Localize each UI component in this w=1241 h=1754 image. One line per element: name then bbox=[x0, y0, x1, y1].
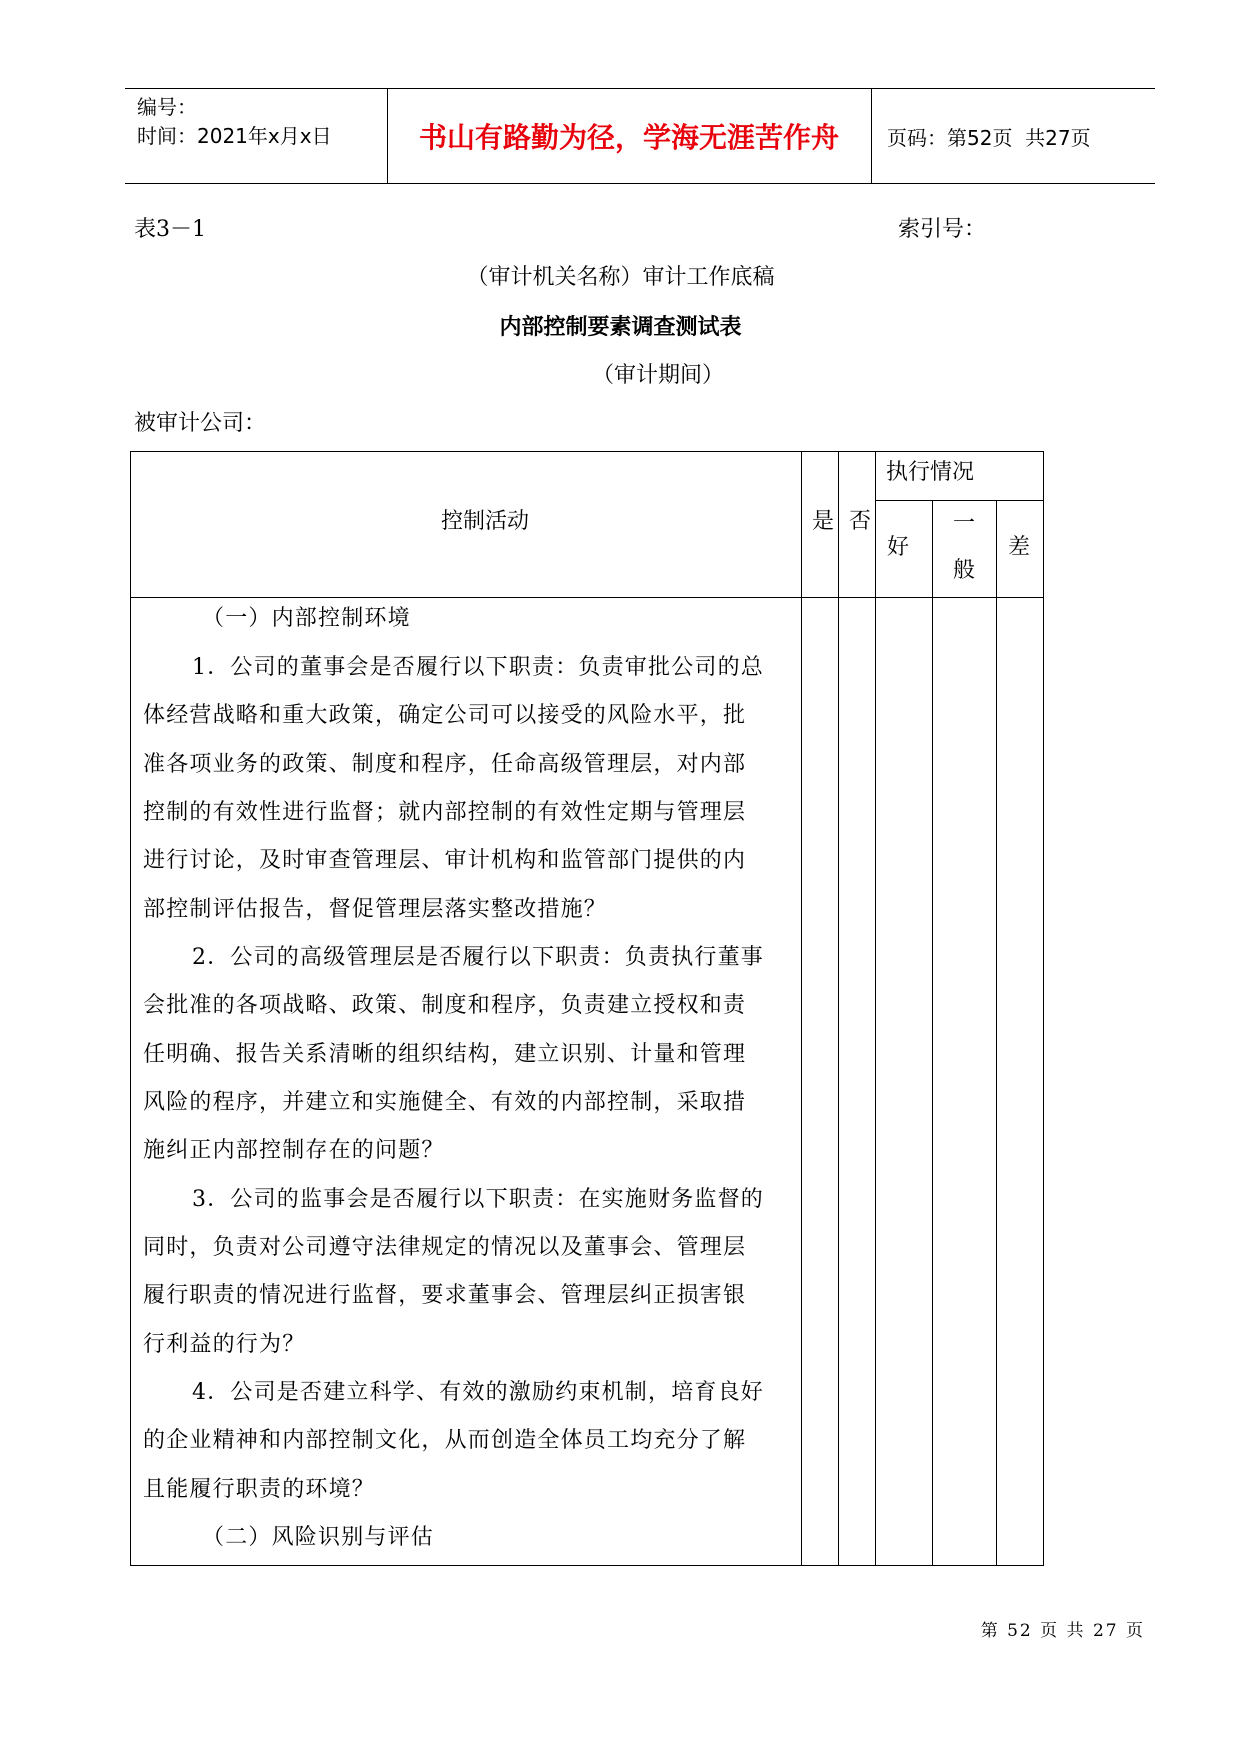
section-heading: （一）内部控制环境 bbox=[202, 606, 411, 631]
table-border-top bbox=[130, 451, 1044, 452]
index-label: 索引号： bbox=[898, 217, 987, 242]
body-line: 1．公司的董事会是否履行以下职责：负责审批公司的总 bbox=[192, 655, 764, 680]
table-border-bottom bbox=[130, 1565, 1044, 1566]
body-line: 履行职责的情况进行监督，要求董事会、管理层纠正损害银 bbox=[143, 1283, 747, 1308]
body-line: 会批准的各项战略、政策、制度和程序，负责建立授权和责 bbox=[143, 993, 747, 1018]
body-line: 行利益的行为？ bbox=[143, 1332, 306, 1357]
header-row-bottom bbox=[130, 597, 1044, 598]
header-normal-1: 一 bbox=[953, 511, 976, 536]
form-title: 内部控制要素调查测试表 bbox=[499, 314, 742, 340]
body-line: 任明确、报告关系清晰的组织结构，建立识别、计量和管理 bbox=[143, 1042, 747, 1067]
header-normal-2: 般 bbox=[953, 558, 976, 583]
body-line: 控制的有效性进行监督；就内部控制的有效性定期与管理层 bbox=[143, 800, 747, 825]
body-line: 施纠正内部控制存在的问题？ bbox=[143, 1138, 445, 1163]
header-divider bbox=[871, 89, 872, 183]
col-divider bbox=[875, 451, 876, 1566]
header-good: 好 bbox=[887, 535, 910, 560]
audit-period: （审计期间） bbox=[592, 363, 725, 388]
section-heading: （二）风险识别与评估 bbox=[202, 1525, 435, 1550]
header-no: 否 bbox=[849, 509, 872, 534]
table-border-right bbox=[1043, 451, 1044, 1566]
body-line: 风险的程序，并建立和实施健全、有效的内部控制，采取措 bbox=[143, 1090, 747, 1115]
table-number: 表3－1 bbox=[134, 217, 206, 242]
body-line: 同时，负责对公司遵守法律规定的情况以及董事会、管理层 bbox=[143, 1235, 747, 1260]
time-label: 时间：2021年x月x日 bbox=[137, 124, 332, 148]
header-poor: 差 bbox=[1008, 535, 1031, 560]
org-title: （审计机关名称）审计工作底稿 bbox=[466, 265, 775, 290]
body-line: 2．公司的高级管理层是否履行以下职责：负责执行董事 bbox=[192, 945, 764, 970]
audited-company-label: 被审计公司： bbox=[134, 411, 267, 436]
page-footer: 第 52 页 共 27 页 bbox=[980, 1621, 1145, 1641]
table-border-left bbox=[130, 451, 131, 1566]
body-line: 进行讨论，及时审查管理层、审计机构和监管部门提供的内 bbox=[143, 848, 747, 873]
page-info bbox=[887, 89, 1091, 183]
col-divider bbox=[801, 451, 802, 1566]
body-line: 3．公司的监事会是否履行以下职责：在实施财务监督的 bbox=[192, 1187, 764, 1212]
header-meta bbox=[137, 93, 332, 151]
body-line: 体经营战略和重大政策，确定公司可以接受的风险水平，批 bbox=[143, 703, 747, 728]
header-yes: 是 bbox=[812, 509, 835, 534]
body-line: 且能履行职责的环境？ bbox=[143, 1477, 376, 1502]
body-line: 4．公司是否建立科学、有效的激励约束机制，培育良好 bbox=[192, 1380, 764, 1405]
body-line: 部控制评估报告，督促管理层落实整改措施？ bbox=[143, 897, 608, 922]
col-divider bbox=[932, 500, 933, 1566]
col-divider bbox=[996, 500, 997, 1566]
header-activity: 控制活动 bbox=[441, 509, 530, 534]
col-divider bbox=[838, 451, 839, 1566]
header-execution: 执行情况 bbox=[886, 460, 975, 485]
page-header bbox=[125, 88, 1155, 184]
page-label: 页码：第52页 共27页 bbox=[887, 125, 1091, 150]
motto: 书山有路勤为径，学海无涯苦作舟 bbox=[418, 121, 839, 154]
body-line: 的企业精神和内部控制文化，从而创造全体员工均充分了解 bbox=[143, 1428, 747, 1453]
body-line: 准各项业务的政策、制度和程序，任命高级管理层，对内部 bbox=[143, 752, 747, 777]
number-label: 编号： bbox=[137, 95, 197, 119]
execution-subheader-line bbox=[875, 500, 1044, 501]
